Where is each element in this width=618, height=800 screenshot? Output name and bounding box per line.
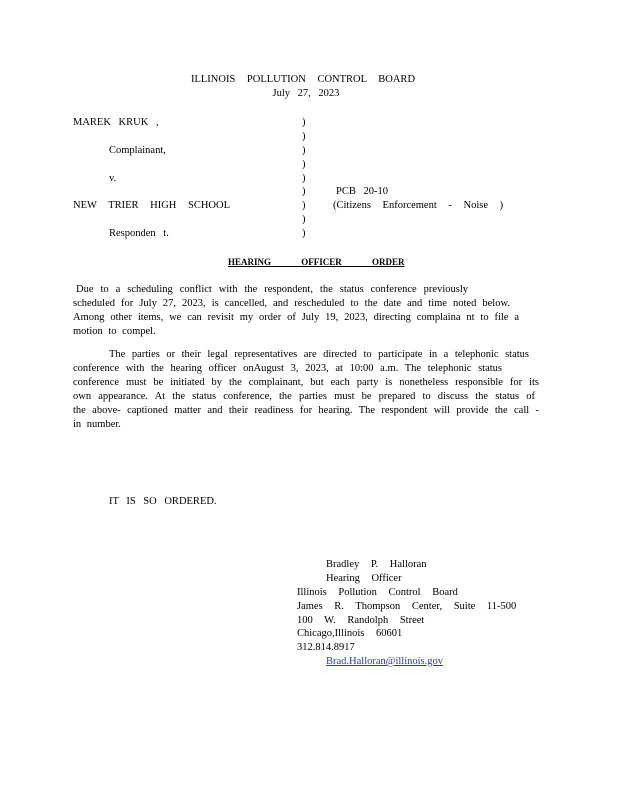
signer-title: Hearing Officer xyxy=(326,573,402,584)
case-number: PCB 20-10 xyxy=(336,186,388,197)
complainant-role: Complainant, xyxy=(109,145,166,156)
paragraph-line: motion to compel. xyxy=(73,326,156,337)
case-type: (Citizens Enforcement - Noise ) xyxy=(333,200,504,211)
caption-paren: ) xyxy=(302,131,306,142)
paragraph-line: in number. xyxy=(73,419,121,430)
caption-paren: ) xyxy=(302,159,306,170)
caption-paren: ) xyxy=(302,186,306,197)
order-date: July 27, 2023 xyxy=(272,88,340,99)
caption-paren: ) xyxy=(302,228,306,239)
signer-street: 100 W. Randolph Street xyxy=(297,615,425,626)
signer-phone: 312.814.8917 xyxy=(297,642,355,653)
signer-name: Bradley P. Halloran xyxy=(326,559,427,570)
paragraph-line: the above- captioned matter and their readiness for hearing. The respondent will provide the call - xyxy=(73,405,539,416)
paragraph-line: scheduled for July 27, 2023, is cancelled, and rescheduled to the date and time noted below. xyxy=(73,298,510,309)
closing-statement: IT IS SO ORDERED. xyxy=(109,496,217,507)
caption-paren: ) xyxy=(302,145,306,156)
caption-paren: ) xyxy=(302,173,306,184)
signer-email-link[interactable]: Brad.Halloran@illinois.gov xyxy=(326,656,443,667)
paragraph-1 xyxy=(73,283,543,339)
caption-paren: ) xyxy=(302,117,306,128)
paragraph-line: own appearance. At the status conference, the parties must be prepared to discuss the status of xyxy=(73,391,535,402)
paragraph-line: conference must be initiated by the complainant, but each party is nonetheless responsible for its xyxy=(73,377,539,388)
respondent-role: Responden t. xyxy=(109,228,169,239)
order-title: HEARING OFFICER ORDER xyxy=(228,257,405,267)
versus-label: v. xyxy=(109,173,117,184)
paragraph-line: Due to a scheduling conflict with the respondent, the status conference previously xyxy=(76,284,468,295)
paragraph-line: The parties or their legal representatives are directed to participate in a telephonic status xyxy=(109,349,529,360)
signer-building: James R. Thompson Center, Suite 11-500 xyxy=(297,601,517,612)
caption-paren: ) xyxy=(302,200,306,211)
paragraph-line: Among other items, we can revisit my order of July 19, 2023, directing complaina nt to file a xyxy=(73,312,519,323)
paragraph-line: conference with the hearing officer onAugust 3, 2023, at 10:00 a.m. The telephonic status xyxy=(73,363,502,374)
signer-agency: Illinois Pollution Control Board xyxy=(297,587,458,598)
caption-paren: ) xyxy=(302,214,306,225)
signer-city: Chicago,Illinois 60601 xyxy=(297,628,403,639)
complainant-name: MAREK KRUK , xyxy=(73,117,159,128)
agency-heading: ILLINOIS POLLUTION CONTROL BOARD xyxy=(190,74,416,85)
respondent-name: NEW TRIER HIGH SCHOOL xyxy=(73,200,230,211)
paragraph-2 xyxy=(73,348,543,432)
